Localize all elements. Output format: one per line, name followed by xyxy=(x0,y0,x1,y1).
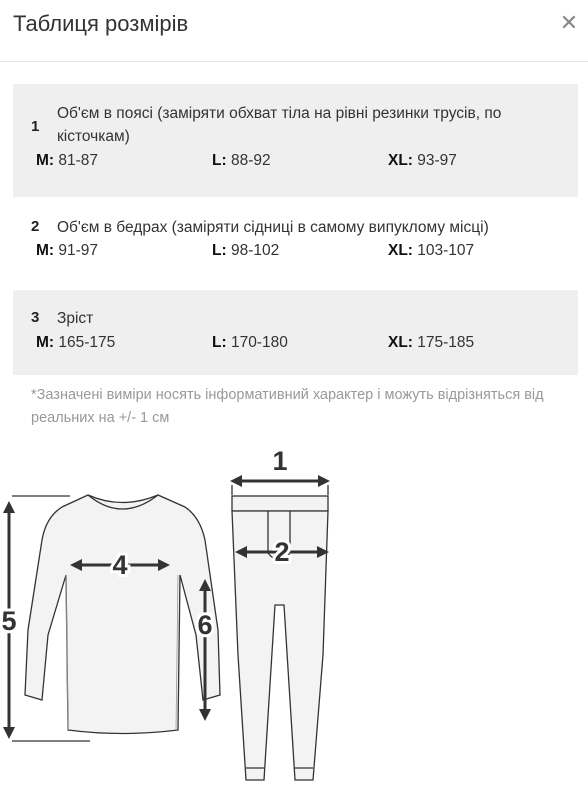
measurement-number: 3 xyxy=(31,309,40,326)
dialog-title: Таблиця розмірів xyxy=(13,11,189,36)
diagram-label-2: 2 xyxy=(274,537,290,567)
close-icon[interactable]: ✕ xyxy=(559,10,579,35)
measurement-number: 2 xyxy=(31,218,40,235)
size-l: L: 98-102 xyxy=(212,242,280,259)
dialog-header xyxy=(0,0,588,62)
measurement-description: Об'єм в поясі (заміряти обхват тіла на рівні резинки трусів, по кісточкам) xyxy=(57,105,502,145)
size-m: M: 165-175 xyxy=(36,334,116,351)
measurement-diagram xyxy=(0,445,350,800)
measurement-description: Зріст xyxy=(57,310,94,327)
diagram-label-5: 5 xyxy=(1,606,17,636)
size-l: L: 170-180 xyxy=(212,334,288,351)
size-l: L: 88-92 xyxy=(212,152,271,169)
disclaimer-note: *Зазначені виміри носять інформативний характер і можуть відрізняться від реальних на +/- 1 см xyxy=(31,387,544,426)
shirt-illustration xyxy=(25,495,220,734)
diagram-label-4: 4 xyxy=(112,550,128,580)
size-xl: XL: 103-107 xyxy=(388,242,475,259)
diagram-label-1: 1 xyxy=(272,446,288,476)
measurement-row-waist xyxy=(13,84,578,197)
diagram-label-6: 6 xyxy=(197,610,213,640)
size-m: M: 81-87 xyxy=(36,152,99,169)
measurement-number: 1 xyxy=(31,118,40,135)
size-xl: XL: 93-97 xyxy=(388,152,457,169)
measurement-description: Об'єм в бедрах (заміряти сідниці в самому випуклому місці) xyxy=(57,219,489,236)
measurement-row-hips xyxy=(13,204,578,282)
size-m: M: 91-97 xyxy=(36,242,99,259)
measurement-row-height xyxy=(13,290,578,375)
size-xl: XL: 175-185 xyxy=(388,334,475,351)
